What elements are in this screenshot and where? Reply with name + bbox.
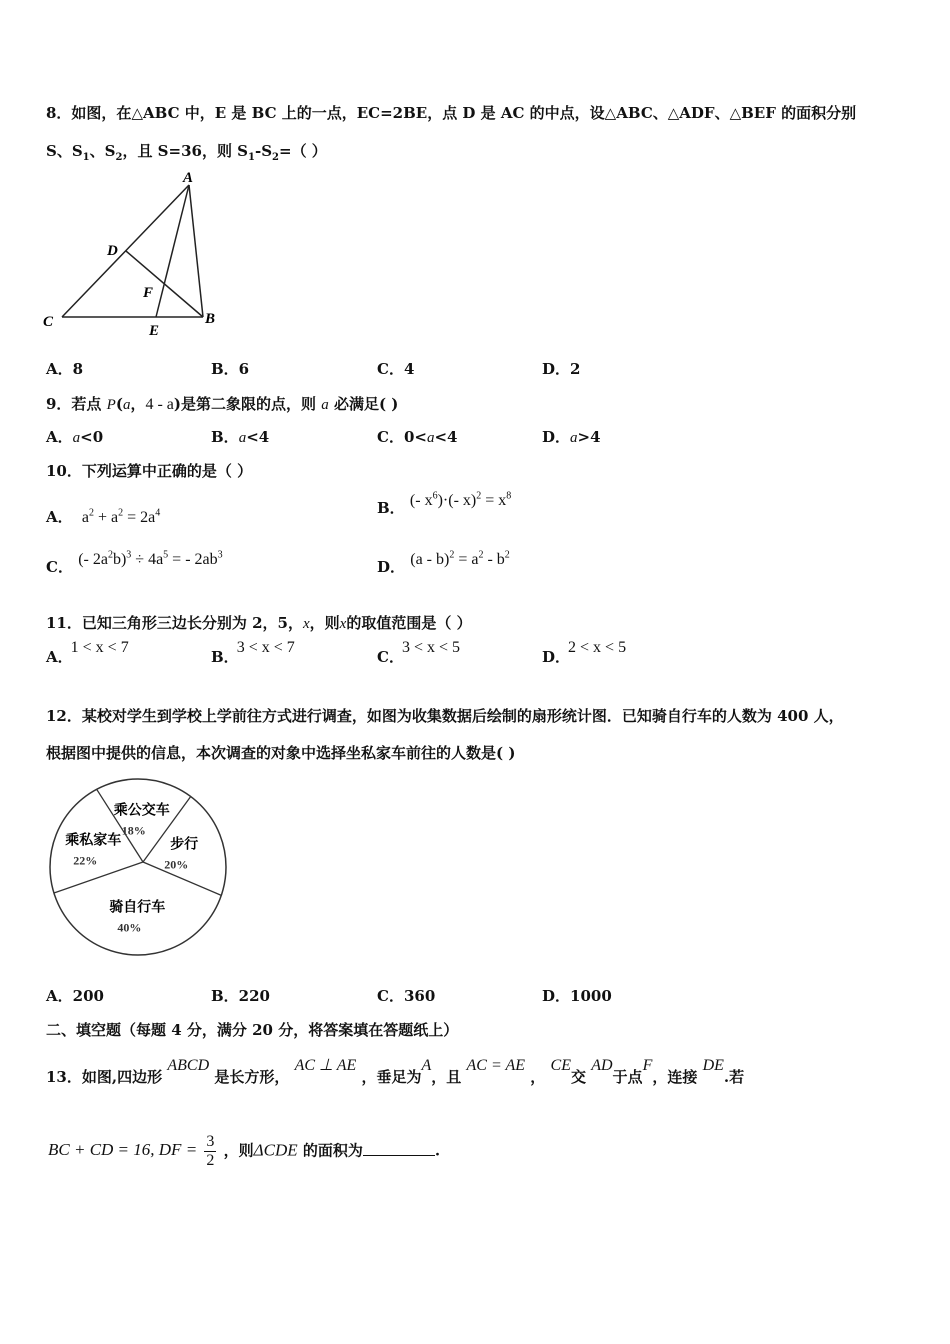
q8-option-a: A．8 [46, 360, 84, 378]
q12-option-c: C．360 [377, 987, 436, 1005]
q8-option-d: D．2 [542, 360, 581, 378]
q9-stem: 9．若点 P(a，4 - a)是第二象限的点，则 a 必满足( ) [46, 395, 399, 413]
pie-slice-category: 骑自行车 [109, 900, 166, 916]
q8-triangle-figure [40, 165, 230, 345]
q11-option-c: C．3 < x < 5 [377, 639, 460, 666]
q10-option-b: B． (- $x^6)\cdot(-$ $x)^2 = x^8$ [377, 490, 512, 517]
q10-stem: 10．下列运算中正确的是（ ） [46, 462, 253, 480]
q9-option-d: D．a>4 [542, 428, 601, 446]
fraction-3-2: $\frac{3}{2}$ [206, 1133, 215, 1169]
q9-option-c: C．0<a<4 [377, 428, 458, 446]
q8-stem-line2: S、$S_1$、$S_2$，且 S=36，则 $S_1-S_2=$（ ） [46, 142, 327, 163]
q11-option-a: A．1 < x < 7 [46, 639, 129, 666]
q10-option-c: C． (- $2a^2b)^3 \div 4a^5$ = - $2ab^3$ [46, 549, 223, 576]
point-label-d: D [107, 243, 118, 259]
q12-stem-line2: 根据图中提供的信息，本次调查的对象中选择坐私家车前往的人数是( ) [46, 744, 516, 762]
q13-stem-line1: 13．如图,四边形 ABCD 是长方形， AC ⊥ AE ，垂足为A，且 AC = AE ， CE交 AD于点F，连接 DE.若 [46, 1057, 745, 1086]
q8-stem-line1: 8．如图，在△ABC 中，E 是 BC 上的一点，EC=2BE，点 D 是 AC 的中点，设△ABC、△ADF、△BEF 的面积分别 [46, 104, 857, 122]
q10-option-a: A． $a^2 + a^2 = 2a^4$ [46, 507, 161, 526]
q13-stem-line2: BC + CD = 16, DF = $\frac{3}{2}$ ，则ΔCDE 的面积为 . [48, 1133, 441, 1169]
pie-slice-percent: 22% [73, 853, 98, 868]
pie-slice-category: 步行 [170, 837, 199, 853]
pie-slice-percent: 18% [121, 823, 146, 838]
vertex-label-c: C [43, 314, 54, 330]
vertex-label-b: B [205, 311, 216, 327]
q12-option-b: B．220 [211, 987, 270, 1005]
q12-option-a: A．200 [46, 987, 104, 1005]
point-label-f: F [143, 285, 154, 301]
q8-option-b: B．6 [211, 360, 250, 378]
pie-slice-percent: 20% [164, 857, 189, 872]
pie-slice-category: 乘私家车 [65, 833, 122, 849]
pie-slice-percent: 40% [117, 920, 142, 935]
pie-slice-boundary [54, 862, 143, 893]
point-label-e: E [149, 323, 160, 339]
q9-option-a: A．a<0 [46, 428, 104, 446]
q11-option-d: D．2 < x < 5 [542, 639, 627, 666]
q12-stem-line1: 12．某校对学生到学校上学前往方式进行调查，如图为收集数据后绘制的扇形统计图．已知骑自行车的人数为 400 人， [46, 707, 844, 725]
section-title: 二、填空题（每题 4 分，满分 20 分，将答案填在答题纸上） [46, 1021, 459, 1039]
q11-stem: 11．已知三角形三边长分别为 2，5，x，则x的取值范围是（ ） [46, 614, 472, 632]
pie-chart [48, 775, 238, 960]
q12-option-d: D．1000 [542, 987, 612, 1005]
q11-option-b: B．3 < x < 7 [211, 639, 295, 666]
answer-blank[interactable] [363, 1143, 435, 1156]
vertex-label-a: A [183, 170, 194, 186]
q9-option-b: B．a<4 [211, 428, 270, 446]
q10-option-d: D． $(a - b)^2 = a^2 - b^2$ [377, 549, 510, 576]
q8-option-c: C．4 [377, 360, 415, 378]
pie-slice-category: 乘公交车 [113, 803, 170, 819]
